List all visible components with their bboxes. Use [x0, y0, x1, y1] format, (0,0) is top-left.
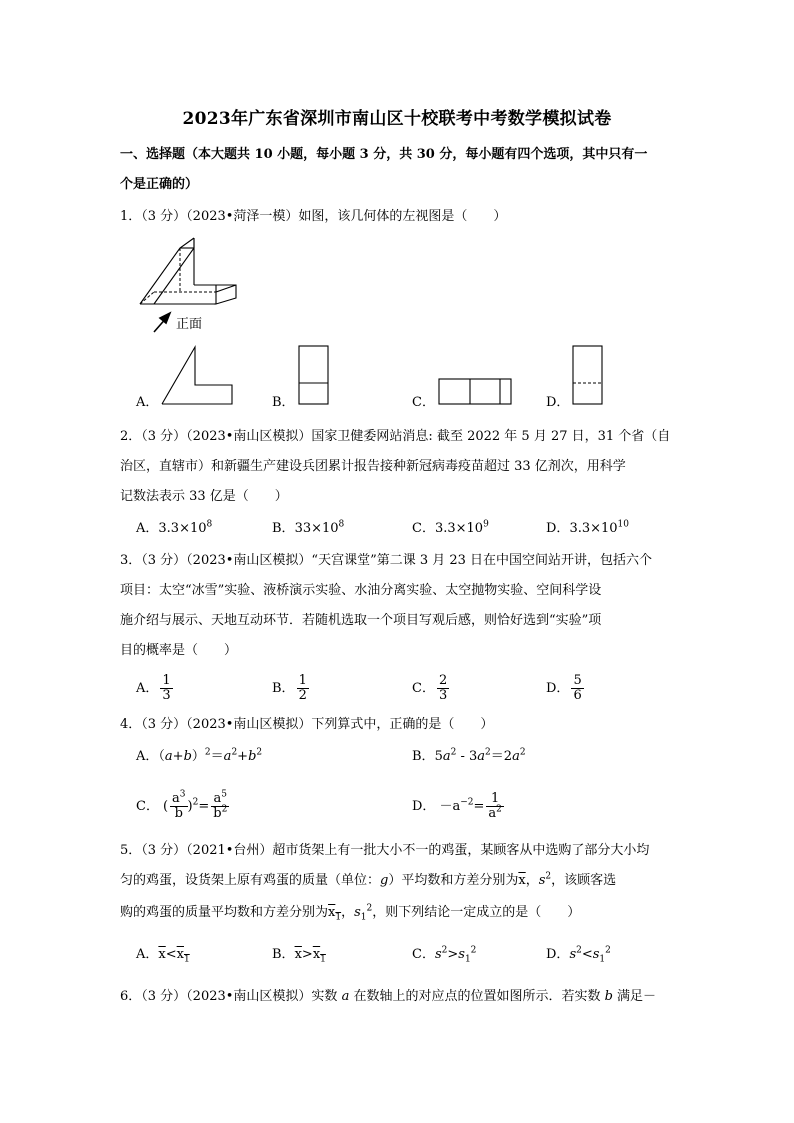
question-3-line1: 3．（3 分）（2023•南山区模拟）“天宫课堂”第二课 3 月 23 日在中国空间站开讲，包括六个: [120, 553, 653, 568]
question-5-line1: 5．（3 分）（2021•台州）超市货架上有一批大小不一的鸡蛋，某顾客从中选购了部分大小均: [120, 843, 650, 858]
question-5-line2: 匀的鸡蛋，设货架上原有鸡蛋的质量（单位：g）平均数和方差分别为$\overline{x}$，$s^2$，该顾客选: [120, 871, 617, 888]
q1-option-c-shape: [438, 378, 512, 406]
question-3-line3: 施介绍与展示、天地互动环节．若随机选取一个项目写观后感，则恰好选到“实验”项: [120, 613, 602, 628]
q1-option-b-label[interactable]: B．: [272, 395, 295, 410]
q4-option-a[interactable]: A．$(a+b)^2=a^2+b^2$: [136, 747, 263, 764]
question-1-text: 1．（3 分）（2023•菏泽一模）如图，该几何体的左视图是（ ）: [120, 209, 507, 224]
q1-option-d-label[interactable]: D．: [546, 395, 570, 410]
q1-figure-label: 正面: [176, 317, 203, 332]
section-heading-line2: 个是正确的）: [120, 177, 199, 192]
q1-option-b-shape: [298, 345, 330, 405]
question-5-line3: 购的鸡蛋的质量平均数和方差分别为$x_1$，$s_1^2$，则下列结论一定成立的是（ ）: [120, 903, 581, 923]
q1-option-c-label[interactable]: C．: [412, 395, 435, 410]
q3-option-a[interactable]: A． $\frac{1}{3}$: [136, 673, 171, 703]
question-4-text: 4．（3 分）（2023•南山区模拟）下列算式中，正确的是（ ）: [120, 717, 494, 732]
q2-option-b[interactable]: B．$33\times 10^8$: [272, 519, 345, 536]
page-title: 2023年广东省深圳市南山区十校联考中考数学模拟试卷: [182, 109, 612, 129]
q5-option-b[interactable]: B．$\overline{x}>x_1$: [272, 947, 326, 965]
q5-option-c[interactable]: C．$s^2>s_1^2$: [412, 945, 477, 965]
question-2-line2: 治区，直辖市）和新疆生产建设兵团累计报告接种新冠病毒疫苗超过 33 亿剂次，用科学: [120, 459, 626, 474]
q4-option-c[interactable]: C． ( $\frac{a^3}{b}$ )$^2$= $\frac{a^5}{b^2}$: [136, 789, 228, 821]
question-3-line4: 目的概率是（ ）: [120, 643, 238, 658]
question-3-line2: 项目：太空“冰雪”实验、液桥演示实验、水油分离实验、太空抛物实验、空间科学设: [120, 583, 602, 598]
q4-option-b[interactable]: B．$5a^2 - 3a^2=2a^2$: [412, 747, 526, 764]
q2-option-d[interactable]: D．$3.3\times 10^{10}$: [546, 519, 629, 536]
q2-option-c[interactable]: C．$3.3\times 10^9$: [412, 519, 489, 536]
q3-option-b[interactable]: B． $\frac{1}{2}$: [272, 673, 307, 703]
question-6-line1: 6．（3 分）（2023•南山区模拟）实数 a 在数轴上的对应点的位置如图所示．若实数 b 满足－: [120, 989, 657, 1004]
q5-option-a[interactable]: A．$\overline{x}<x_1$: [136, 947, 190, 965]
q1-option-a-shape: [160, 345, 240, 405]
section-heading-line1: 一、选择题（本大题共 10 小题，每小题 3 分，共 30 分，每小题有四个选项，其中只有一: [120, 147, 648, 162]
q1-option-d-shape: [572, 345, 604, 405]
q1-option-a-label[interactable]: A．: [136, 395, 159, 410]
q3-option-c[interactable]: C． $\frac{2}{3}$: [412, 673, 448, 703]
q2-option-a[interactable]: A．$3.3\times 10^8$: [136, 519, 213, 536]
q4-option-d[interactable]: D． $-a^{-2}=$ $\frac{1}{a^2}$: [412, 791, 502, 821]
q3-option-d[interactable]: D． $\frac{5}{6}$: [546, 673, 582, 703]
question-2-line3: 记数法表示 33 亿是（ ）: [120, 489, 288, 504]
q5-option-d[interactable]: D．$s^2<s_1^2$: [546, 945, 611, 965]
question-2-line1: 2．（3 分）（2023•南山区模拟）国家卫健委网站消息: 截至 2022 年 5 月 27 日，31 个省（自: [120, 429, 671, 444]
